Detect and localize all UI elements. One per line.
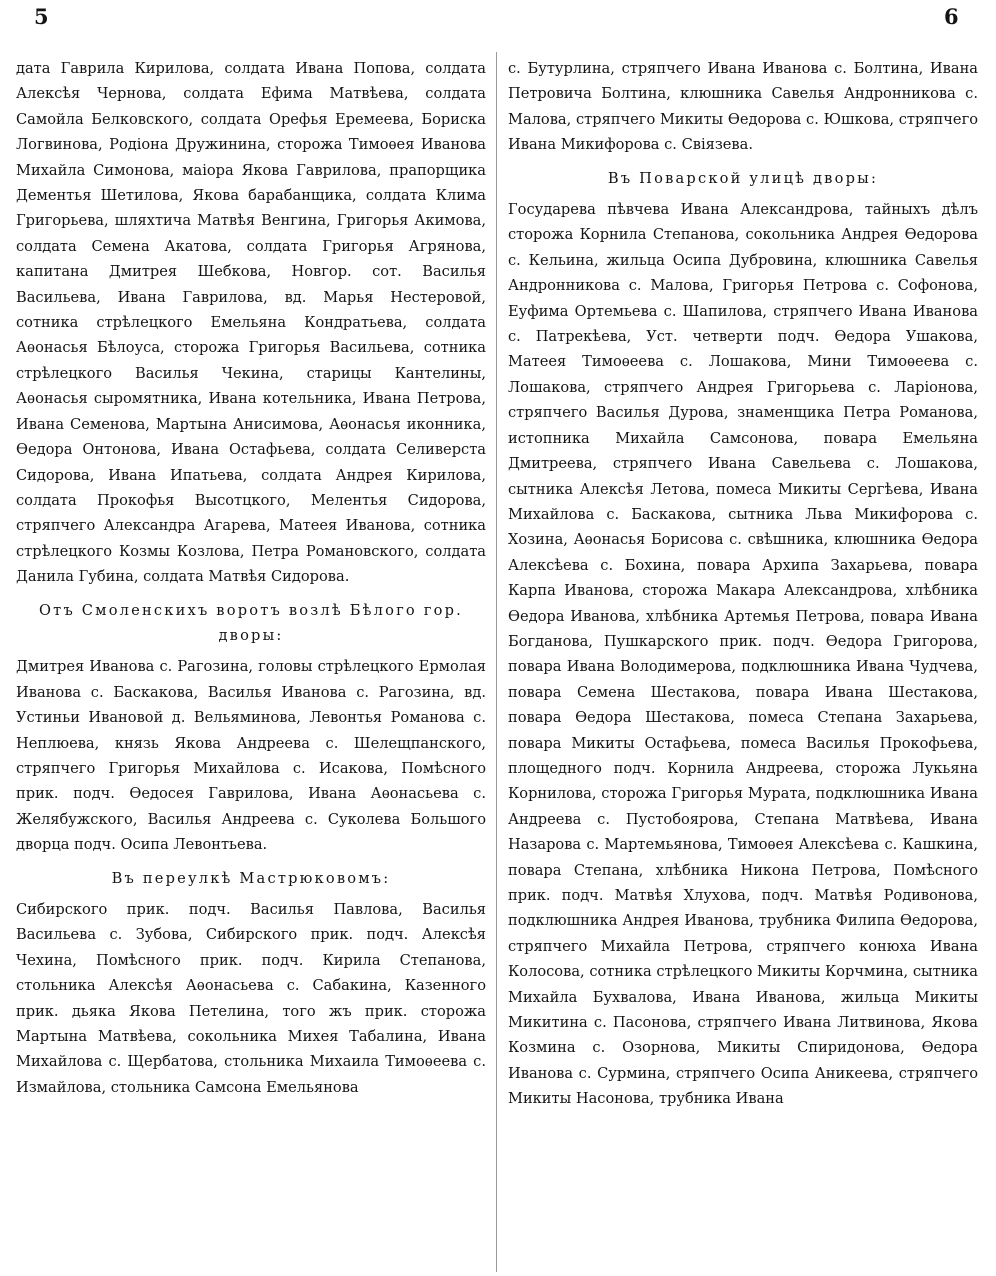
page-number-left: 5 — [34, 4, 49, 29]
right-column — [508, 56, 978, 1112]
left-column — [16, 56, 486, 1100]
left-paragraph-2: Дмитрея Иванова с. Рагозина, головы стрѣлецкого Ермолая Иванова с. Баскакова, Василья Иванова с. Рагозина, вд. Устиньи Ивановой д. Вельяминова, Левонтья Романова с. Неплюева, князь Якова Андреева с. Шелещпанского, стряпчего Григорья Михайлова с. Исакова, Помѣсного прик. подч. Ѳедосея Гаврилова, Ивана Аѳонасьева с. Желябужского, Василья Андреева с. Суколева Большого дворца подч. Осипа Левонтьева. — [16, 658, 486, 854]
page-number-right: 6 — [944, 4, 959, 29]
right-paragraph-1: с. Бутурлина, стряпчего Ивана Иванова с. Болтина, Ивана Петровича Болтина, клюшника Савелья Андронникова с. Малова, стряпчего Микиты Ѳедорова с. Юшкова, стряпчего Ивана Микифорова с. Свiязева. — [508, 60, 978, 154]
right-paragraph-2: Государева пѣвчева Ивана Александрова, тайныхъ дѣлъ сторожа Корнила Степанова, сокольника Андрея Ѳедорова с. Кельина, жильца Осипа Дубровина, клюшника Савелья Андронникова с. Малова, Григорья Петрова с. Софонова, Еуфима Ортемьева с. Шапилова, стряпчего Ивана Иванова с. Патрекѣева, Уст. четверти подч. Ѳедора Ушакова, Матеея Тимоѳеева с. Лошакова, Мини Тимоѳеева с. Лошакова, стряпчего Андрея Григорьева с. Ларiонова, стряпчего Василья Дурова, знаменщика Петра Романова, истопника Михайла Самсонова, повара Емельяна Дмитреева, стряпчего Ивана Савельева с. Лошакова, сытника Алексѣя Летова, помеса Микиты Сергѣева, Ивана Михайлова с. Баскакова, сытника Льва Микифорова с. Хозина, Аѳонасья Борисова с. свѣшника, клюшника Ѳедора Алексѣева с. Бохина, повара Архипа Захарьева, повара Карпа Иванова, сторожа Макара Александрова, хлѣбника Ѳедора Иванова, хлѣбника Артемья Петрова, повара Ивана Богданова, Пушкарского прик. подч. Ѳедора Григорова, повара Ивана Володимерова, подклюшника Ивана Чудчева, повара Семена Шестакова, повара Ивана Шестакова, повара Ѳедора Шестакова, помеса Степана Захарьева, повара Микиты Остафьева, помеса Василья Прокофьева, площедного подч. Корнила Андреева, сторожа Лукьяна Корнилова, сторожа Григорья Мурата, подклюшника Ивана Андреева с. Пустобоярова, Степана Матвѣева, Ивана Назарова с. Мартемьянова, Тимоѳея Алексѣева с. Кашкина, повара Степана, хлѣбника Никона Петрова, Помѣсного прик. подч. Матвѣя Хлухова, подч. Матвѣя Родивонова, подклюшника Андрея Иванова, трубника Филипа Ѳедорова, стряпчего Михайла Петрова, стряпчего конюха Ивана Колосова, сотника стрѣлецкого Микиты Корчмина, сытника Михайла Бухвалова, Ивана Иванова, жильца Микиты Микитина с. Пасонова, стряпчего Ивана Литвинова, Якова Козмина с. Озорнова, Микиты Спиридонова, Ѳедора Иванова с. Сурмина, стряпчего Осипа Аникеева, стряпчего Микиты Насонова, трубника Ивана — [508, 201, 978, 1108]
right-heading-povarskaya-street: Въ Поварской улицѣ дворы: — [607, 169, 879, 187]
left-heading-mastryukov-lane: Въ переулкѣ Мастрюковомъ: — [111, 869, 391, 887]
left-heading-smolensk-gates: Отъ Смоленскихъ воротъ возлѣ Бѣлого гор. дворы: — [39, 601, 463, 644]
column-divider — [496, 52, 497, 1272]
left-paragraph-1: дата Гаврила Кирилова, солдата Ивана Попова, солдата Алексѣя Чернова, солдата Ефима Матвѣева, солдата Самойла Белковского, солдата Орефья Еремеева, Бориска Логвинова, Родiона Дружинина, сторожа Тимоѳея Иванова Михайла Симонова, маiора Якова Гаврилова, прапорщика Дементья Шетилова, Якова барабанщика, солдата Клима Григорьева, шляхтича Матвѣя Венгина, Григорья Акимова, солдата Семена Акатова, солдата Григорья Агрянова, капитана Дмитрея Шебкова, Новгор. сот. Василья Васильева, Ивана Гаврилова, вд. Марья Нестеровой, сотника стрѣлецкого Емельяна Кондратьева, солдата Аѳонасья Бѣлоуса, сторожа Григорья Васильева, сотника стрѣлецкого Василья Чекина, старицы Кантелины, Аѳонасья сыромятника, Ивана котельника, Ивана Петрова, Ивана Семенова, Мартына Анисимова, Аѳонасья иконника, Ѳедора Онтонова, Ивана Остафьева, солдата Селиверста Сидорова, Ивана Ипатьева, солдата Андрея Кирилова, солдата Прокофья Высотцкого, Мелентья Сидорова, стряпчего Александра Агарева, Матеея Иванова, сотника стрѣлецкого Козмы Козлова, Петра Романовского, солдата Данила Губина, солдата Матвѣя Сидорова. — [16, 60, 486, 586]
left-paragraph-3: Сибирского прик. подч. Василья Павлова, Василья Васильева с. Зубова, Сибирского прик. подч. Алексѣя Чехина, Помѣсного прик. подч. Кирила Степанова, стольника Алексѣя Аѳонасьева с. Сабакина, Казенного прик. дьяка Якова Петелина, того жъ прик. сторожа Мартына Матвѣева, сокольника Михея Табалина, Ивана Михайлова с. Щербатова, стольника Михаила Тимоѳеева с. Измайлова, стольника Самсона Емельянова — [16, 901, 486, 1096]
